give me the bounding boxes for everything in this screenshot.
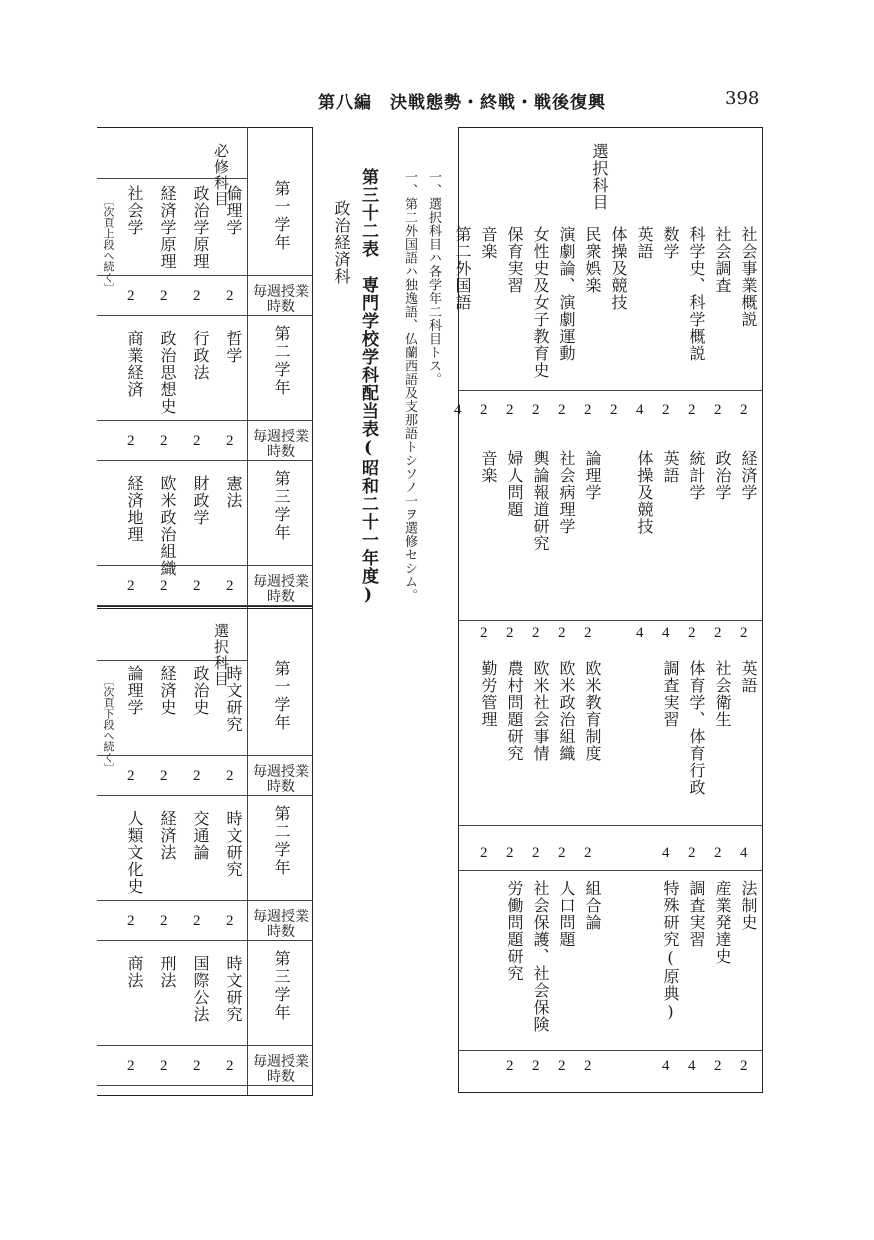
subject-cell: 社会学: [125, 185, 144, 236]
hours-cell: 2: [127, 433, 135, 449]
subject-cell: 経済法: [158, 810, 177, 861]
hours-header: 毎週授業時数: [253, 574, 309, 605]
hours-cell: 2: [226, 1058, 234, 1074]
subject-cell: 財政学: [191, 475, 210, 526]
subject-cell: 法制史: [739, 880, 758, 931]
right-group-label: 選択科目: [590, 143, 609, 211]
subject-cell: 人類文化史: [125, 810, 144, 895]
subject-cell: 論理学: [583, 450, 602, 501]
subject-cell: 欧米政治組織: [158, 475, 177, 577]
subject-cell: 音楽: [479, 226, 498, 260]
subject-cell: 婦人問題: [505, 450, 524, 518]
hours-cell: 2: [584, 845, 592, 861]
continued-note: 〔次頁下段へ続く〕: [102, 675, 115, 774]
subject-cell: 英語: [635, 226, 654, 260]
hours-cell: 2: [688, 845, 696, 861]
subject-cell: 英語: [739, 660, 758, 694]
subject-cell: 欧米教育制度: [583, 660, 602, 762]
subject-cell: 国際公法: [191, 955, 210, 1023]
subject-cell: 農村問題研究: [505, 660, 524, 762]
subject-cell: 社会調査: [713, 226, 732, 294]
hours-cell: 2: [558, 625, 566, 641]
hours-cell: 4: [454, 402, 462, 418]
hours-cell: 2: [160, 288, 168, 304]
hours-cell: 2: [714, 402, 722, 418]
row-divider: [97, 1085, 313, 1086]
year-header: 第三学年: [272, 470, 291, 542]
hours-cell: 2: [532, 1058, 540, 1074]
year-header: 第二学年: [272, 325, 291, 397]
subject-cell: 政治思想史: [158, 330, 177, 415]
subject-cell: 政治学: [713, 450, 732, 501]
subject-cell: 経済学原理: [158, 185, 177, 270]
hours-header: 毎週授業時数: [253, 1054, 309, 1085]
hours-cell: 2: [127, 913, 135, 929]
subject-cell: 人口問題: [557, 880, 576, 948]
row-divider: [97, 315, 313, 316]
hours-cell: 2: [193, 913, 201, 929]
hours-cell: 2: [480, 625, 488, 641]
subject-cell: 特殊研究(原典): [661, 880, 680, 1022]
hours-cell: 2: [714, 845, 722, 861]
hours-cell: 2: [226, 913, 234, 929]
hours-cell: 2: [662, 402, 670, 418]
hours-cell: 2: [584, 402, 592, 418]
hours-cell: 2: [532, 402, 540, 418]
subject-cell: 倫理学: [224, 185, 243, 236]
hours-cell: 2: [506, 625, 514, 641]
hours-header: 毎週授業時数: [253, 764, 309, 795]
subject-cell: 時文研究: [224, 810, 243, 878]
hours-cell: 2: [226, 433, 234, 449]
hours-cell: 2: [160, 1058, 168, 1074]
subject-cell: 刑法: [158, 955, 177, 989]
hours-cell: 4: [662, 845, 670, 861]
subject-cell: 組合論: [583, 880, 602, 931]
hours-cell: 4: [636, 402, 644, 418]
hours-cell: 4: [688, 1058, 696, 1074]
hours-cell: 2: [193, 768, 201, 784]
hours-header: 毎週授業時数: [253, 284, 309, 315]
hours-cell: 2: [506, 402, 514, 418]
group-label: 必修科目: [212, 143, 230, 207]
subject-cell: 政治学原理: [191, 185, 210, 270]
row-divider: [97, 755, 313, 756]
hours-cell: 2: [127, 1058, 135, 1074]
department-label: 政治経済科: [332, 200, 351, 285]
subject-cell: 経済学: [739, 450, 758, 501]
hours-cell: 2: [558, 402, 566, 418]
hours-cell: 2: [160, 913, 168, 929]
hours-cell: 4: [636, 625, 644, 641]
row-divider: [97, 1045, 313, 1046]
subject-cell: 欧米社会事情: [531, 660, 550, 762]
hours-cell: 4: [662, 625, 670, 641]
hours-cell: 2: [193, 433, 201, 449]
subject-cell: 民衆娯楽: [583, 226, 602, 294]
hours-cell: 2: [584, 625, 592, 641]
row-divider: [97, 420, 313, 421]
subject-cell: 体育学、体育行政: [687, 660, 706, 796]
subject-cell: 勤労管理: [479, 660, 498, 728]
subject-cell: 時文研究: [224, 955, 243, 1023]
hours-cell: 2: [688, 402, 696, 418]
subject-cell: 英語: [661, 450, 680, 484]
subject-cell: 商法: [125, 955, 144, 989]
year-header: 第一学年: [272, 180, 291, 252]
hours-cell: 2: [714, 1058, 722, 1074]
year-header: 第三学年: [272, 950, 291, 1022]
hours-cell: 4: [662, 1058, 670, 1074]
chapter-title: 第八編 決戦態勢・終戦・戦後復興: [318, 93, 606, 113]
subject-cell: 調査実習: [661, 660, 680, 728]
subject-cell: 科学史、科学概説: [687, 226, 706, 362]
hours-cell: 2: [160, 433, 168, 449]
subject-cell: 調査実習: [687, 880, 706, 948]
row-divider: [97, 275, 313, 276]
subject-cell: 労働問題研究: [505, 880, 524, 982]
subject-cell: 音楽: [479, 450, 498, 484]
subject-cell: 産業発達史: [713, 880, 732, 965]
note-2: 一、第二外国語ハ独逸語、仏蘭西語及支那語トシソノ一ヲ選修セシム。: [402, 170, 417, 602]
hours-cell: 2: [193, 288, 201, 304]
hours-cell: 2: [160, 578, 168, 594]
hours-cell: 2: [584, 1058, 592, 1074]
row-divider: [97, 795, 313, 796]
hours-cell: 2: [127, 768, 135, 784]
hours-cell: 2: [160, 768, 168, 784]
subject-cell: 行政法: [191, 330, 210, 381]
subject-cell: 時文研究: [224, 665, 243, 733]
subject-cell: 第二外国語: [453, 226, 472, 311]
hours-cell: 2: [610, 402, 618, 418]
row-divider: [97, 460, 313, 461]
hours-cell: 2: [127, 288, 135, 304]
hours-cell: 2: [558, 845, 566, 861]
table-title: 第三十二表 専門学校学科配当表(昭和二十一年度): [358, 168, 378, 606]
year-header: 第一学年: [272, 660, 291, 732]
hours-cell: 2: [740, 625, 748, 641]
subject-cell: 演劇論、演劇運動: [557, 226, 576, 362]
subject-cell: 体操及競技: [635, 450, 654, 535]
hours-cell: 4: [740, 845, 748, 861]
hours-cell: 2: [226, 578, 234, 594]
hours-cell: 2: [740, 402, 748, 418]
subject-cell: 経済史: [158, 665, 177, 716]
hours-cell: 2: [558, 1058, 566, 1074]
subject-cell: 社会病理学: [557, 450, 576, 535]
subject-cell: 経済地理: [125, 475, 144, 543]
hours-cell: 2: [506, 1058, 514, 1074]
subject-cell: 交通論: [191, 810, 210, 861]
row-divider: [97, 900, 313, 901]
hours-cell: 2: [226, 288, 234, 304]
hours-cell: 2: [740, 1058, 748, 1074]
hours-cell: 2: [688, 625, 696, 641]
row-divider: [97, 565, 313, 566]
year-header: 第二学年: [272, 805, 291, 877]
hours-cell: 2: [193, 1058, 201, 1074]
subject-cell: 哲学: [224, 330, 243, 364]
hours-header: 毎週授業時数: [253, 909, 309, 940]
subject-cell: 社会事業概説: [739, 226, 758, 328]
note-1: 一、選択科目ハ各学年二科目トス。: [426, 170, 441, 386]
group-label: 選択科目: [212, 623, 230, 687]
hours-cell: 2: [506, 845, 514, 861]
subject-cell: 女性史及女子教育史: [531, 226, 550, 379]
subject-cell: 社会保護、社会保険: [531, 880, 550, 1033]
page-number: 398: [725, 88, 760, 109]
hours-cell: 2: [714, 625, 722, 641]
subject-cell: 論理学: [125, 665, 144, 716]
subject-cell: 商業経済: [125, 330, 144, 398]
subject-cell: 統計学: [687, 450, 706, 501]
subject-cell: 憲法: [224, 475, 243, 509]
subject-cell: 欧米政治組織: [557, 660, 576, 762]
row-divider: [97, 940, 313, 941]
subject-cell: 社会衛生: [713, 660, 732, 728]
hours-cell: 2: [127, 578, 135, 594]
hours-cell: 2: [532, 845, 540, 861]
hours-cell: 2: [480, 845, 488, 861]
row-divider: [97, 605, 313, 606]
hours-cell: 2: [226, 768, 234, 784]
hours-cell: 2: [480, 402, 488, 418]
continued-note: 〔次頁上段へ続く〕: [102, 195, 115, 294]
subject-cell: 体操及競技: [609, 226, 628, 311]
hours-cell: 2: [193, 578, 201, 594]
subject-cell: 保育実習: [505, 226, 524, 294]
subject-cell: 輿論報道研究: [531, 450, 550, 552]
hours-cell: 2: [532, 625, 540, 641]
subject-cell: 政治史: [191, 665, 210, 716]
hours-header: 毎週授業時数: [253, 429, 309, 460]
subject-cell: 数学: [661, 226, 680, 260]
